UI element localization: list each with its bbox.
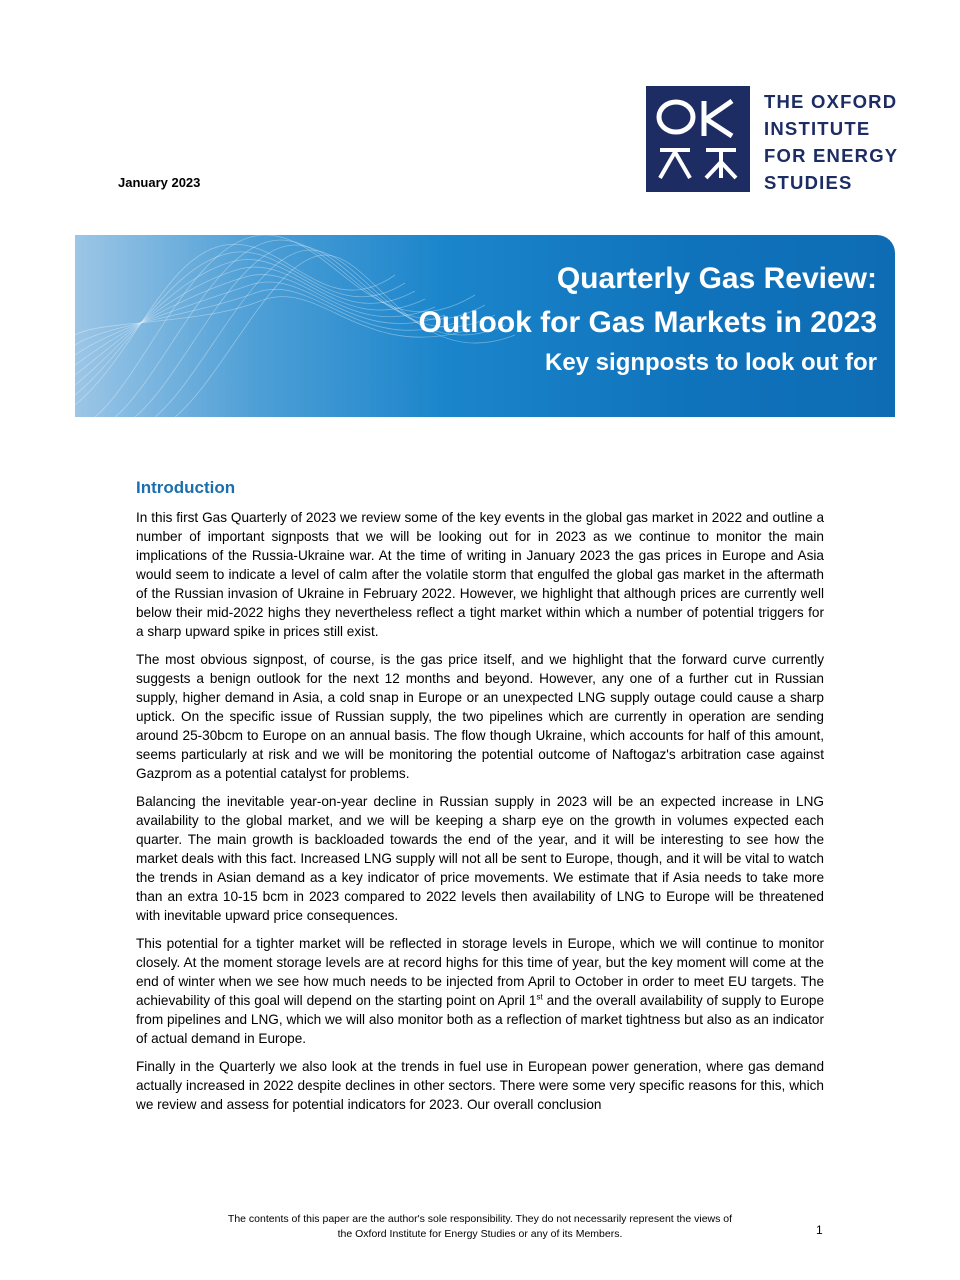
disclaimer-line1: The contents of this paper are the author's sole responsibility. They do not necessarily represent the views of <box>227 1213 733 1225</box>
report-title-line2: Outlook for Gas Markets in 2023 <box>418 306 877 339</box>
logo-line: FOR ENERGY <box>764 145 899 166</box>
section-heading-introduction: Introduction <box>136 478 236 497</box>
paragraph: The most obvious signpost, of course, is the gas price itself, and we highlight that the forward curve currently suggests a benign outlook for the next 12 months and beyond. However, any one of a further cut in Russian supply, higher demand in Asia, a cold snap in Europe or an unexpected LNG supply outage could cause a sharp uptick. On the specific issue of Russian supply, the two pipelines which are currently in operation are sending around 25-30bcm to Europe on an annual basis. The flow though Ukraine, which accounts for half of this amount, seems particularly at risk and we will be monitoring the potential outcome of Naftogaz's arbitration case against Gazprom as a potential catalyst for problems. <box>136 652 824 781</box>
paragraph <box>136 934 824 1048</box>
page-number: 1 <box>816 1223 823 1237</box>
paragraph-text: This potential for a tighter market will be reflected in storage levels in Europe, which we will continue to monitor closely. At the moment storage levels are at record highs for this time of year, but the key moment will come at the end of winter when we see how much needs to be injected from April to October in order to meet EU targets. The achievability of this goal will depend on the starting point on April 1 <box>136 936 824 1008</box>
logo-line: THE OXFORD <box>764 91 898 112</box>
report-title-block <box>419 257 877 381</box>
logo-line: STUDIES <box>764 172 853 193</box>
disclaimer-line2: the Oxford Institute for Energy Studies or any of its Members. <box>337 1228 623 1240</box>
oies-logo <box>646 86 899 193</box>
oies-logo-mark-icon <box>646 86 750 192</box>
paragraph: Balancing the inevitable year-on-year decline in Russian supply in 2023 will be an expected increase in LNG availability to the global market, and we will be keeping a sharp eye on the growth in volumes expected each quarter. The main growth is backloaded towards the end of the year, and it will be interesting to see how the market deals with this fact. Increased LNG supply will not all be sent to Europe, though, and it will be vital to watch the trends in Asian demand as a key indicator of price movements. We estimate that if Asia needs to take more than an extra 10-15 bcm in 2023 compared to 2022 levels then availability of LNG to Europe will be threatened with inevitable upward price consequences. <box>136 794 824 923</box>
oies-logo-text <box>764 88 898 196</box>
report-subtitle: Key signposts to look out for <box>544 349 877 376</box>
ordinal-suffix: st <box>536 992 543 1002</box>
main-content <box>136 478 824 1123</box>
paragraph-text: and the overall availability of supply to Europe from pipelines and LNG, which we will also monitor both as a reflection of market tightness but also as an indicator of actual demand in Europe. <box>136 993 825 1046</box>
footer-disclaimer <box>150 1212 810 1242</box>
paragraph: In this first Gas Quarterly of 2023 we review some of the key events in the global gas market in 2022 and outline a number of important signposts that we will be looking out for in 2023 as we continue to monitor the main implications of the Russia-Ukraine war. At the time of writing in January 2023 the gas prices in Europe and Asia would seem to indicate a level of calm after the volatile storm that engulfed the global gas market in the aftermath of the Russian invasion of Ukraine in February 2022. However, we highlight that although prices are currently well below their mid-2022 highs they nevertheless reflect a tight market within which a number of potential triggers for a sharp upward spike in prices still exist. <box>136 510 824 639</box>
paragraph: Finally in the Quarterly we also look at the trends in fuel use in European power generation, where gas demand actually increased in 2022 despite declines in other sectors. There were some very specific reasons for this, which we review and assess for potential indicators for 2023. Our overall conclusion <box>136 1059 824 1112</box>
title-banner <box>75 235 895 417</box>
report-title-line1: Quarterly Gas Review: <box>556 262 877 295</box>
logo-line: INSTITUTE <box>764 118 871 139</box>
publication-date: January 2023 <box>118 175 201 190</box>
